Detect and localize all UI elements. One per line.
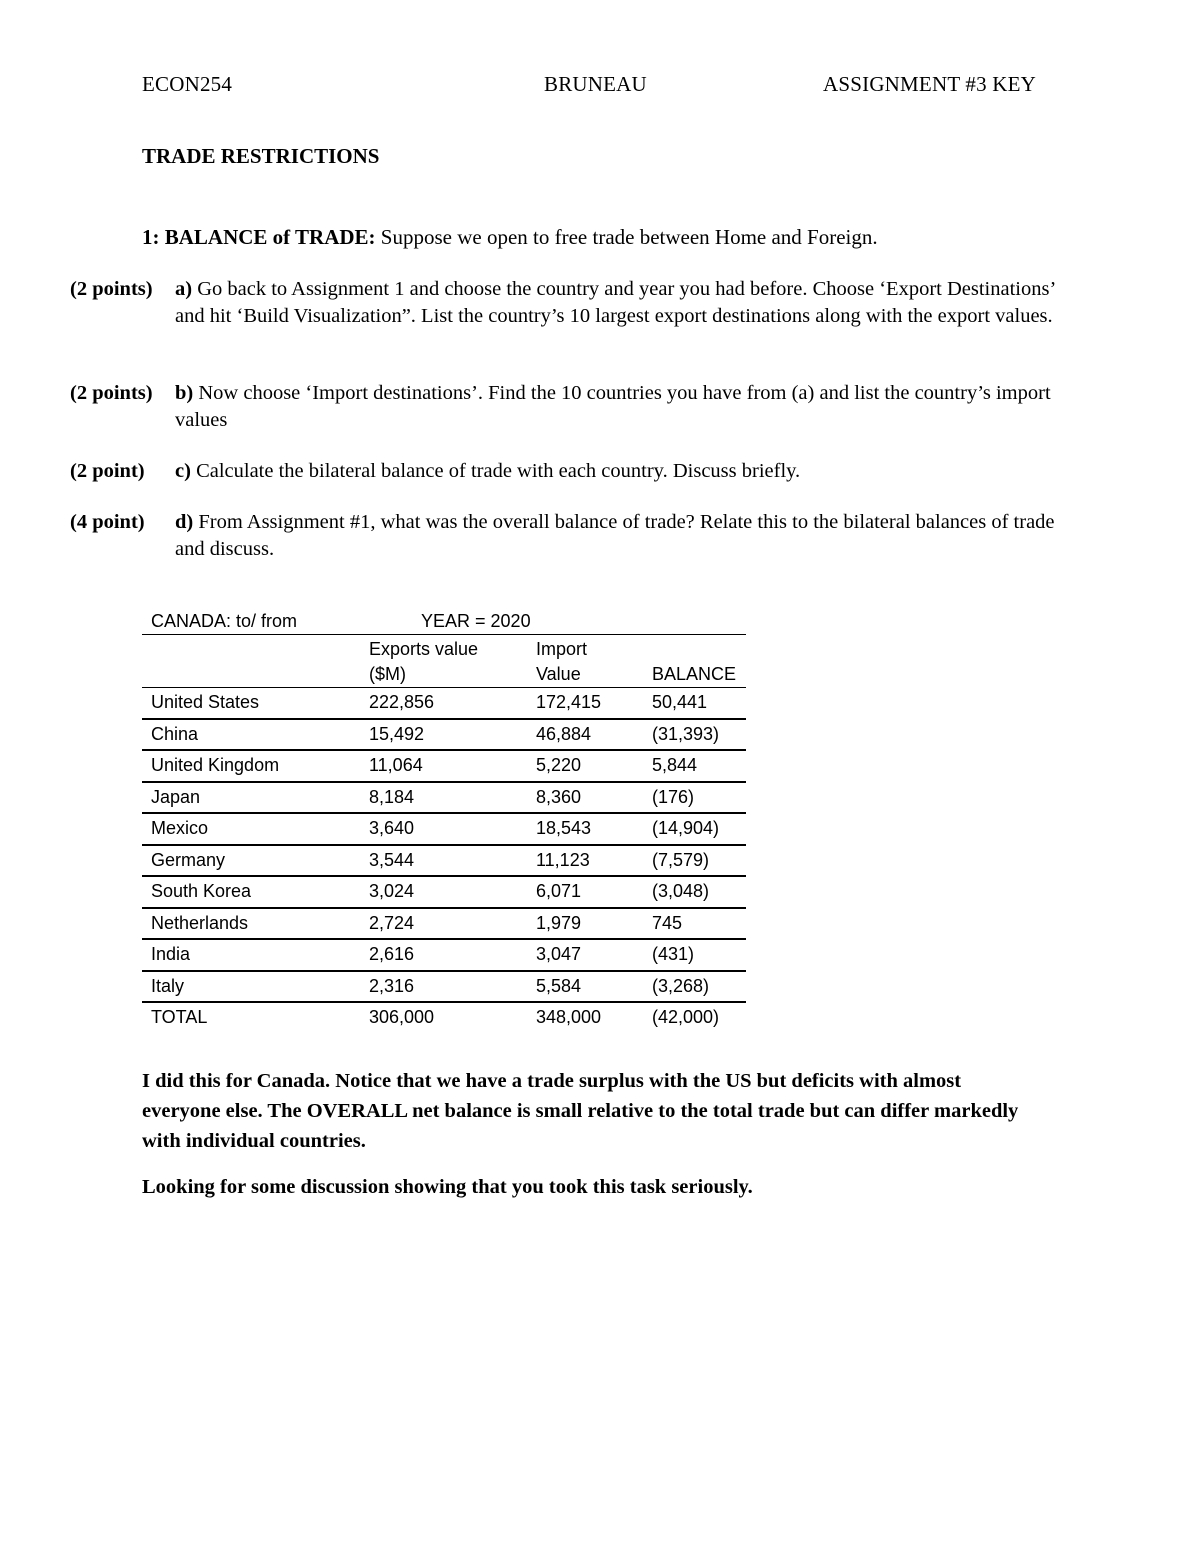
cell-country: United Kingdom bbox=[142, 750, 360, 782]
cell-country: Germany bbox=[142, 845, 360, 877]
part-points: (4 point) bbox=[70, 511, 145, 533]
header-course: ECON254 bbox=[142, 72, 233, 96]
cell-balance: (176) bbox=[643, 782, 746, 814]
cell-exports: 222,856 bbox=[360, 688, 527, 719]
table-row bbox=[142, 750, 746, 782]
header-cell-exports: Exports value ($M) bbox=[360, 635, 527, 688]
part-letter: d) bbox=[175, 511, 194, 533]
cell-imports: 46,884 bbox=[527, 719, 643, 751]
table-row bbox=[142, 813, 746, 845]
cell-balance: (31,393) bbox=[643, 719, 746, 751]
part-letter: a) bbox=[175, 278, 193, 300]
part-points: (2 points) bbox=[70, 382, 153, 404]
cell-country: South Korea bbox=[142, 876, 360, 908]
cell-balance: 745 bbox=[643, 908, 746, 940]
cell-exports: 2,616 bbox=[360, 939, 527, 971]
cell-country: Netherlands bbox=[142, 908, 360, 940]
cell-balance: (7,579) bbox=[643, 845, 746, 877]
table-header-row bbox=[142, 635, 746, 688]
cell-imports: 5,584 bbox=[527, 971, 643, 1003]
cell-imports: 8,360 bbox=[527, 782, 643, 814]
cell-exports: 15,492 bbox=[360, 719, 527, 751]
total-cell-imports: 348,000 bbox=[536, 1007, 602, 1028]
table-caption-country: CANADA: to/ from bbox=[151, 610, 298, 631]
cell-balance: 50,441 bbox=[643, 688, 746, 719]
table-row bbox=[142, 876, 746, 908]
cell-imports: 11,123 bbox=[527, 845, 643, 877]
cell-exports: 3,024 bbox=[360, 876, 527, 908]
cell-balance: 5,844 bbox=[643, 750, 746, 782]
header-assignment: ASSIGNMENT #3 KEY bbox=[823, 72, 1037, 96]
cell-balance: (431) bbox=[643, 939, 746, 971]
cell-country: United States bbox=[142, 688, 360, 719]
cell-balance: (3,268) bbox=[643, 971, 746, 1003]
part-letter: c) bbox=[175, 460, 191, 482]
cell-imports: 6,071 bbox=[527, 876, 643, 908]
cell-country: India bbox=[142, 939, 360, 971]
table-row bbox=[142, 688, 746, 719]
cell-exports: 2,724 bbox=[360, 908, 527, 940]
part-text: From Assignment #1, what was the overall balance of trade? Relate this to the bilateral balances of trade and discuss. bbox=[175, 511, 1055, 560]
cell-balance: (14,904) bbox=[643, 813, 746, 845]
table-row bbox=[142, 939, 746, 971]
header-cell-balance: BALANCE bbox=[643, 635, 746, 688]
cell-exports: 8,184 bbox=[360, 782, 527, 814]
question-1-label: 1: BALANCE of TRADE: bbox=[142, 225, 376, 249]
total-cell-country: TOTAL bbox=[151, 1007, 208, 1028]
table-total-row bbox=[142, 1002, 746, 1033]
header-instructor: BRUNEAU bbox=[544, 72, 647, 96]
cell-imports: 172,415 bbox=[527, 688, 643, 719]
part-text: Calculate the bilateral balance of trade with each country. Discuss briefly. bbox=[196, 460, 801, 482]
question-1-text: Suppose we open to free trade between Home and Foreign. bbox=[380, 225, 878, 249]
cell-imports: 3,047 bbox=[527, 939, 643, 971]
cell-country: Italy bbox=[142, 971, 360, 1003]
total-cell-exports: 306,000 bbox=[369, 1007, 435, 1028]
total-cell-balance: (42,000) bbox=[652, 1007, 720, 1028]
part-letter: b) bbox=[175, 382, 194, 404]
part-text: Now choose ‘Import destinations’. Find the 10 countries you have from (a) and list the country’s import values bbox=[175, 382, 1051, 431]
cell-balance: (3,048) bbox=[643, 876, 746, 908]
question-1 bbox=[142, 225, 878, 250]
table-caption-year: YEAR = 2020 bbox=[421, 610, 531, 631]
discussion-note: Looking for some discussion showing that you took this task seriously. bbox=[142, 1176, 753, 1198]
cell-exports: 11,064 bbox=[360, 750, 527, 782]
table-row bbox=[142, 719, 746, 751]
cell-country: Japan bbox=[142, 782, 360, 814]
discussion-paragraph: I did this for Canada. Notice that we have a trade surplus with the US but deficits with almost everyone else. The OVERALL net balance is small relative to the total trade but can differ markedly with individual countries. bbox=[142, 1070, 1019, 1152]
cell-exports: 2,316 bbox=[360, 971, 527, 1003]
page-title: TRADE RESTRICTIONS bbox=[142, 144, 380, 168]
table-caption-row bbox=[142, 608, 746, 635]
cell-imports: 5,220 bbox=[527, 750, 643, 782]
table-row bbox=[142, 971, 746, 1003]
cell-country: Mexico bbox=[142, 813, 360, 845]
trade-balance-table bbox=[142, 608, 746, 1033]
table-row bbox=[142, 782, 746, 814]
cell-imports: 18,543 bbox=[527, 813, 643, 845]
header-cell-country bbox=[142, 635, 360, 688]
table-row bbox=[142, 845, 746, 877]
header-cell-imports: Import Value bbox=[527, 635, 643, 688]
table-row bbox=[142, 908, 746, 940]
cell-imports: 1,979 bbox=[527, 908, 643, 940]
part-text: Go back to Assignment 1 and choose the country and year you had before. Choose ‘Export Destinations’ and hit ‘Build Visualization”. List the country’s 10 largest export destinations along with the export values. bbox=[175, 278, 1055, 327]
cell-country: China bbox=[142, 719, 360, 751]
part-points: (2 point) bbox=[70, 460, 145, 482]
cell-exports: 3,640 bbox=[360, 813, 527, 845]
cell-exports: 3,544 bbox=[360, 845, 527, 877]
part-points: (2 points) bbox=[70, 278, 153, 300]
